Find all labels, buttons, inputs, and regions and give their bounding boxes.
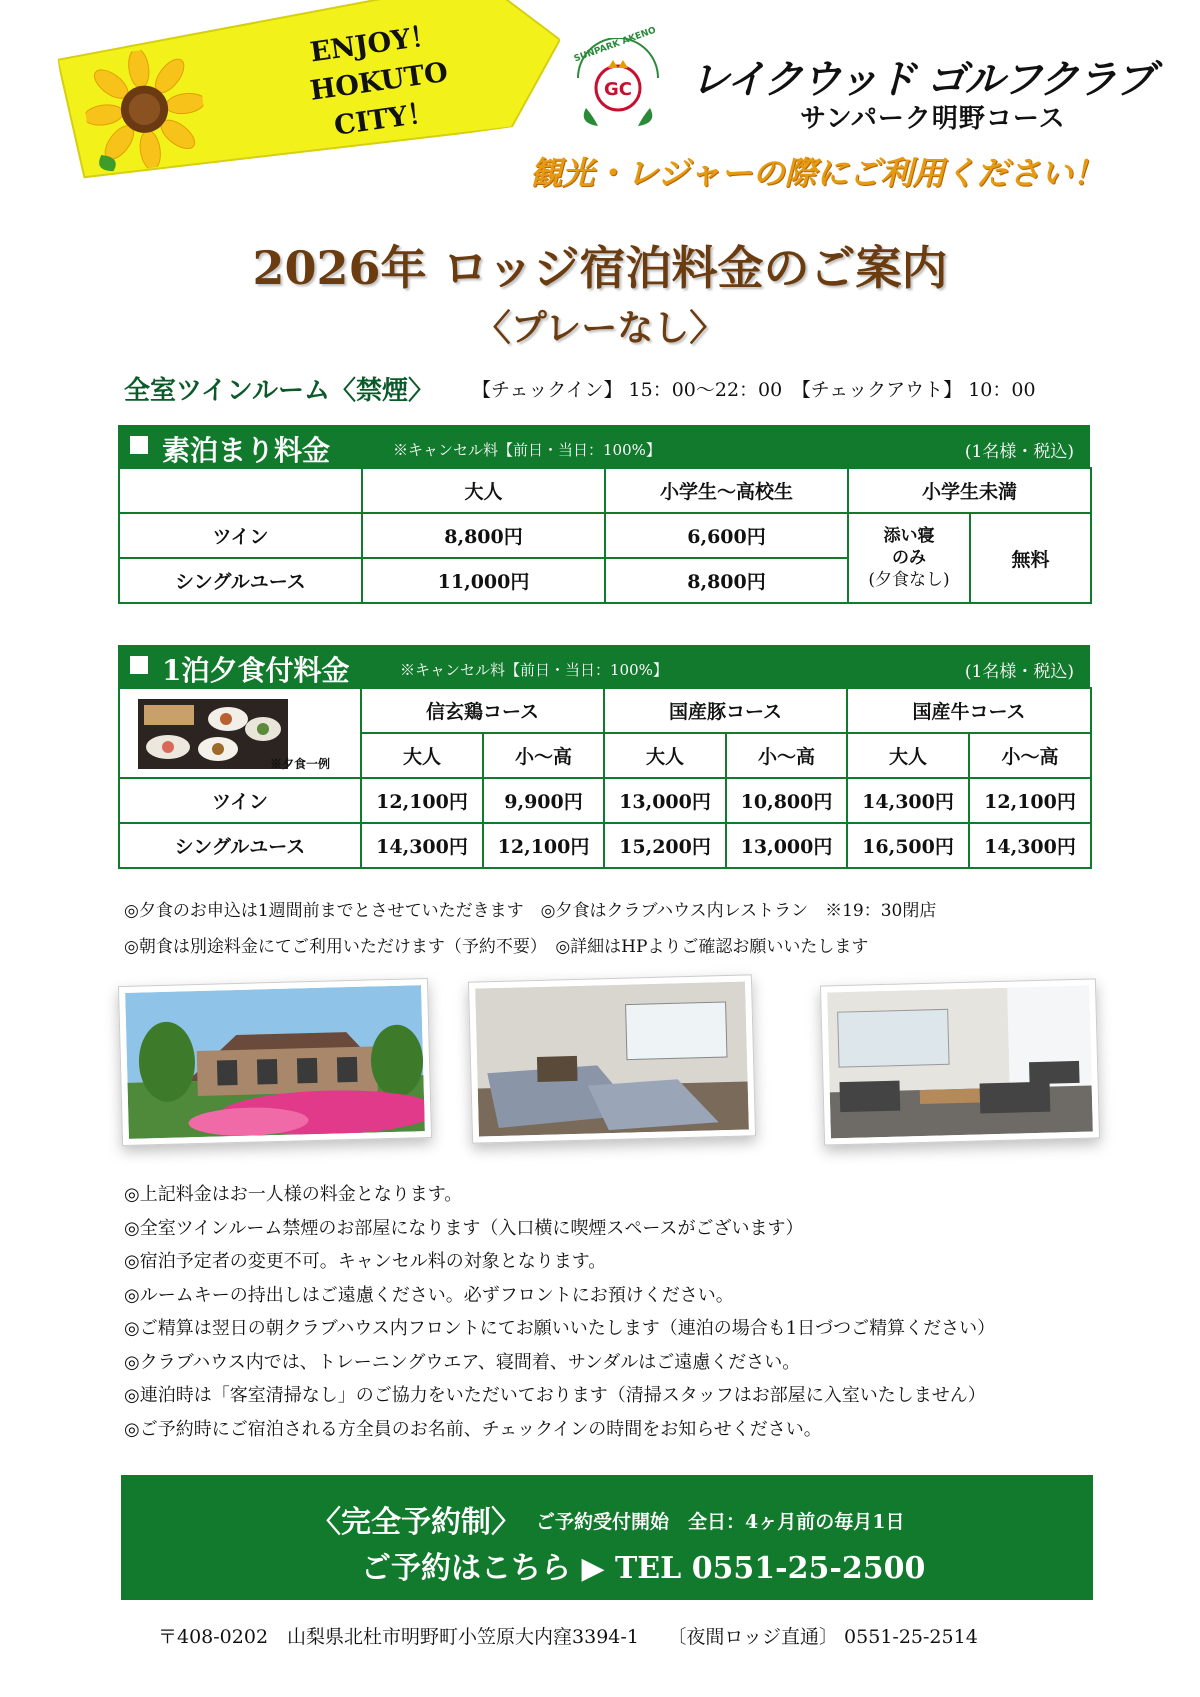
dinner-cancel-note: ※キャンセル料【前日・当日：100%】 <box>400 661 668 679</box>
rule-item: ◎ご精算は翌日の朝クラブハウス内フロントにてお願いいたします（連泊の場合も1日づつご精算ください） <box>124 1318 996 1339</box>
reservation-box <box>121 1475 1093 1600</box>
rule-item: ◎全室ツインルーム禁煙のお部屋になります（入口横に喫煙スペースがございます） <box>124 1217 804 1239</box>
dinner-photo-caption: ※夕食一例 <box>270 757 331 771</box>
table-corner <box>119 468 362 513</box>
infant-price: 無料 <box>970 513 1091 603</box>
rule-item: ◎ルームキーの持出しはご遠慮ください。必ずフロントにお預けください。 <box>124 1284 734 1306</box>
rules-list <box>124 1178 995 1446</box>
lodge-exterior-photo <box>118 978 432 1146</box>
row-label-twin: ツイン <box>119 778 361 823</box>
price-cell: 12,100円 <box>361 778 483 823</box>
price-cell: 14,300円 <box>847 778 969 823</box>
infant-cond-line: のみ <box>892 548 926 568</box>
infant-cond-line: 添い寝 <box>883 526 935 546</box>
price-cell: 6,600円 <box>605 513 848 558</box>
col-header-infant: 小学生未満 <box>848 468 1091 513</box>
checkin-times: 【チェックイン】 15：00～22：00 【チェックアウト】 10：00 <box>472 379 1036 401</box>
rule-item: ◎クラブハウス内では、トレーニングウエア、寝間着、サンダルはご遠慮ください。 <box>124 1351 801 1373</box>
dinner-title: 1泊夕食付料金 <box>162 654 350 687</box>
course-header: 国産牛コース <box>847 688 1091 733</box>
rule-item: ◎連泊時は「客室清掃なし」のご協力をいただいております（清掃スタッフはお部屋に入室いたしません） <box>124 1385 986 1406</box>
price-cell: 14,300円 <box>361 823 483 868</box>
row-label-single: シングルユース <box>119 823 361 868</box>
col-header-adult: 大人 <box>362 468 605 513</box>
sunflower-icon <box>78 43 211 176</box>
dinner-header <box>118 645 1090 687</box>
sub-header: 小～高 <box>726 733 847 778</box>
room-type-label: 全室ツインルーム〈禁煙〉 <box>124 376 435 406</box>
banner-line2: HOKUTO CITY！ <box>308 56 450 142</box>
price-cell: 8,800円 <box>605 558 848 603</box>
price-cell: 14,300円 <box>969 823 1091 868</box>
dinner-photo <box>138 699 288 769</box>
sub-header: 小～高 <box>969 733 1091 778</box>
lounge-photo <box>820 978 1100 1145</box>
enjoy-banner <box>55 0 571 189</box>
course-header: 国産豚コース <box>604 688 847 733</box>
address-footer: 〒408-0202 山梨県北杜市明野町小笠原大内窪3394-1 〔夜間ロッジ直通〕 0551-25-2514 <box>158 1626 978 1648</box>
square-bullet-icon <box>130 436 148 454</box>
page-subtitle: 〈プレーなし〉 <box>474 307 726 349</box>
course-name: サンパーク明野コース <box>800 104 1066 134</box>
row-label-twin: ツイン <box>119 513 362 558</box>
room-only-header <box>118 425 1090 467</box>
price-cell: 13,000円 <box>726 823 847 868</box>
price-cell: 12,100円 <box>969 778 1091 823</box>
dinner-table <box>118 687 1092 869</box>
price-cell: 16,500円 <box>847 823 969 868</box>
room-only-tax-note: (1名様・税込) <box>964 442 1074 462</box>
reservation-start-note: ご予約受付開始 全日：4ヶ月前の毎月1日 <box>536 1511 905 1533</box>
reservation-phone[interactable]: ご予約はこちら ▶ TEL 0551-25-2500 <box>361 1551 926 1586</box>
sub-header: 大人 <box>847 733 969 778</box>
course-header: 信玄鶏コース <box>361 688 604 733</box>
twin-room-photo <box>468 974 756 1143</box>
room-only-cancel-note: ※キャンセル料【前日・当日：100%】 <box>393 441 661 459</box>
infant-condition <box>848 513 970 603</box>
col-header-student: 小学生～高校生 <box>605 468 848 513</box>
price-cell: 10,800円 <box>726 778 847 823</box>
room-only-table <box>118 467 1092 604</box>
price-cell: 13,000円 <box>604 778 726 823</box>
price-cell: 11,000円 <box>362 558 605 603</box>
sub-header: 大人 <box>604 733 726 778</box>
price-cell: 12,100円 <box>483 823 604 868</box>
svg-text:GC: GC <box>604 79 632 100</box>
sub-header: 大人 <box>361 733 483 778</box>
dinner-tax-note: (1名様・税込) <box>964 662 1074 682</box>
dinner-photo-cell <box>119 688 361 778</box>
rule-item: ◎ご予約時にご宿泊される方全員のお名前、チェックインの時間をお知らせください。 <box>124 1418 822 1440</box>
room-only-title: 素泊まり料金 <box>162 434 331 467</box>
dinner-note-2: ◎朝食は別途料金にてご利用いただけます（予約不要） ◎詳細はHPよりご確認お願いいたします <box>124 937 869 957</box>
tagline: 観光・レジャーの際にご利用ください！ <box>530 154 1105 192</box>
rule-item: ◎上記料金はお一人様の料金となります。 <box>124 1184 463 1205</box>
crest-text: SUNPARK AKENO <box>572 25 658 65</box>
sub-header: 小～高 <box>483 733 604 778</box>
price-cell: 8,800円 <box>362 513 605 558</box>
banner-line1: ENJOY！ <box>308 19 440 69</box>
page-title: 2026年 ロッジ宿泊料金のご案内 <box>252 241 948 295</box>
row-label-single: シングルユース <box>119 558 362 603</box>
dinner-note-1: ◎夕食のお申込は1週間前までとさせていただきます ◎夕食はクラブハウス内レストラン ※19：30閉店 <box>124 901 937 921</box>
reservation-only-label: 〈完全予約制〉 <box>311 1505 521 1540</box>
price-cell: 15,200円 <box>604 823 726 868</box>
square-bullet-icon <box>130 656 148 674</box>
infant-cond-line: (夕食なし) <box>868 570 950 590</box>
rule-item: ◎宿泊予定者の変更不可。キャンセル料の対象となります。 <box>124 1251 607 1272</box>
club-name-logo: レイクウッド ゴルフクラブ <box>690 57 1154 103</box>
price-cell: 9,900円 <box>483 778 604 823</box>
